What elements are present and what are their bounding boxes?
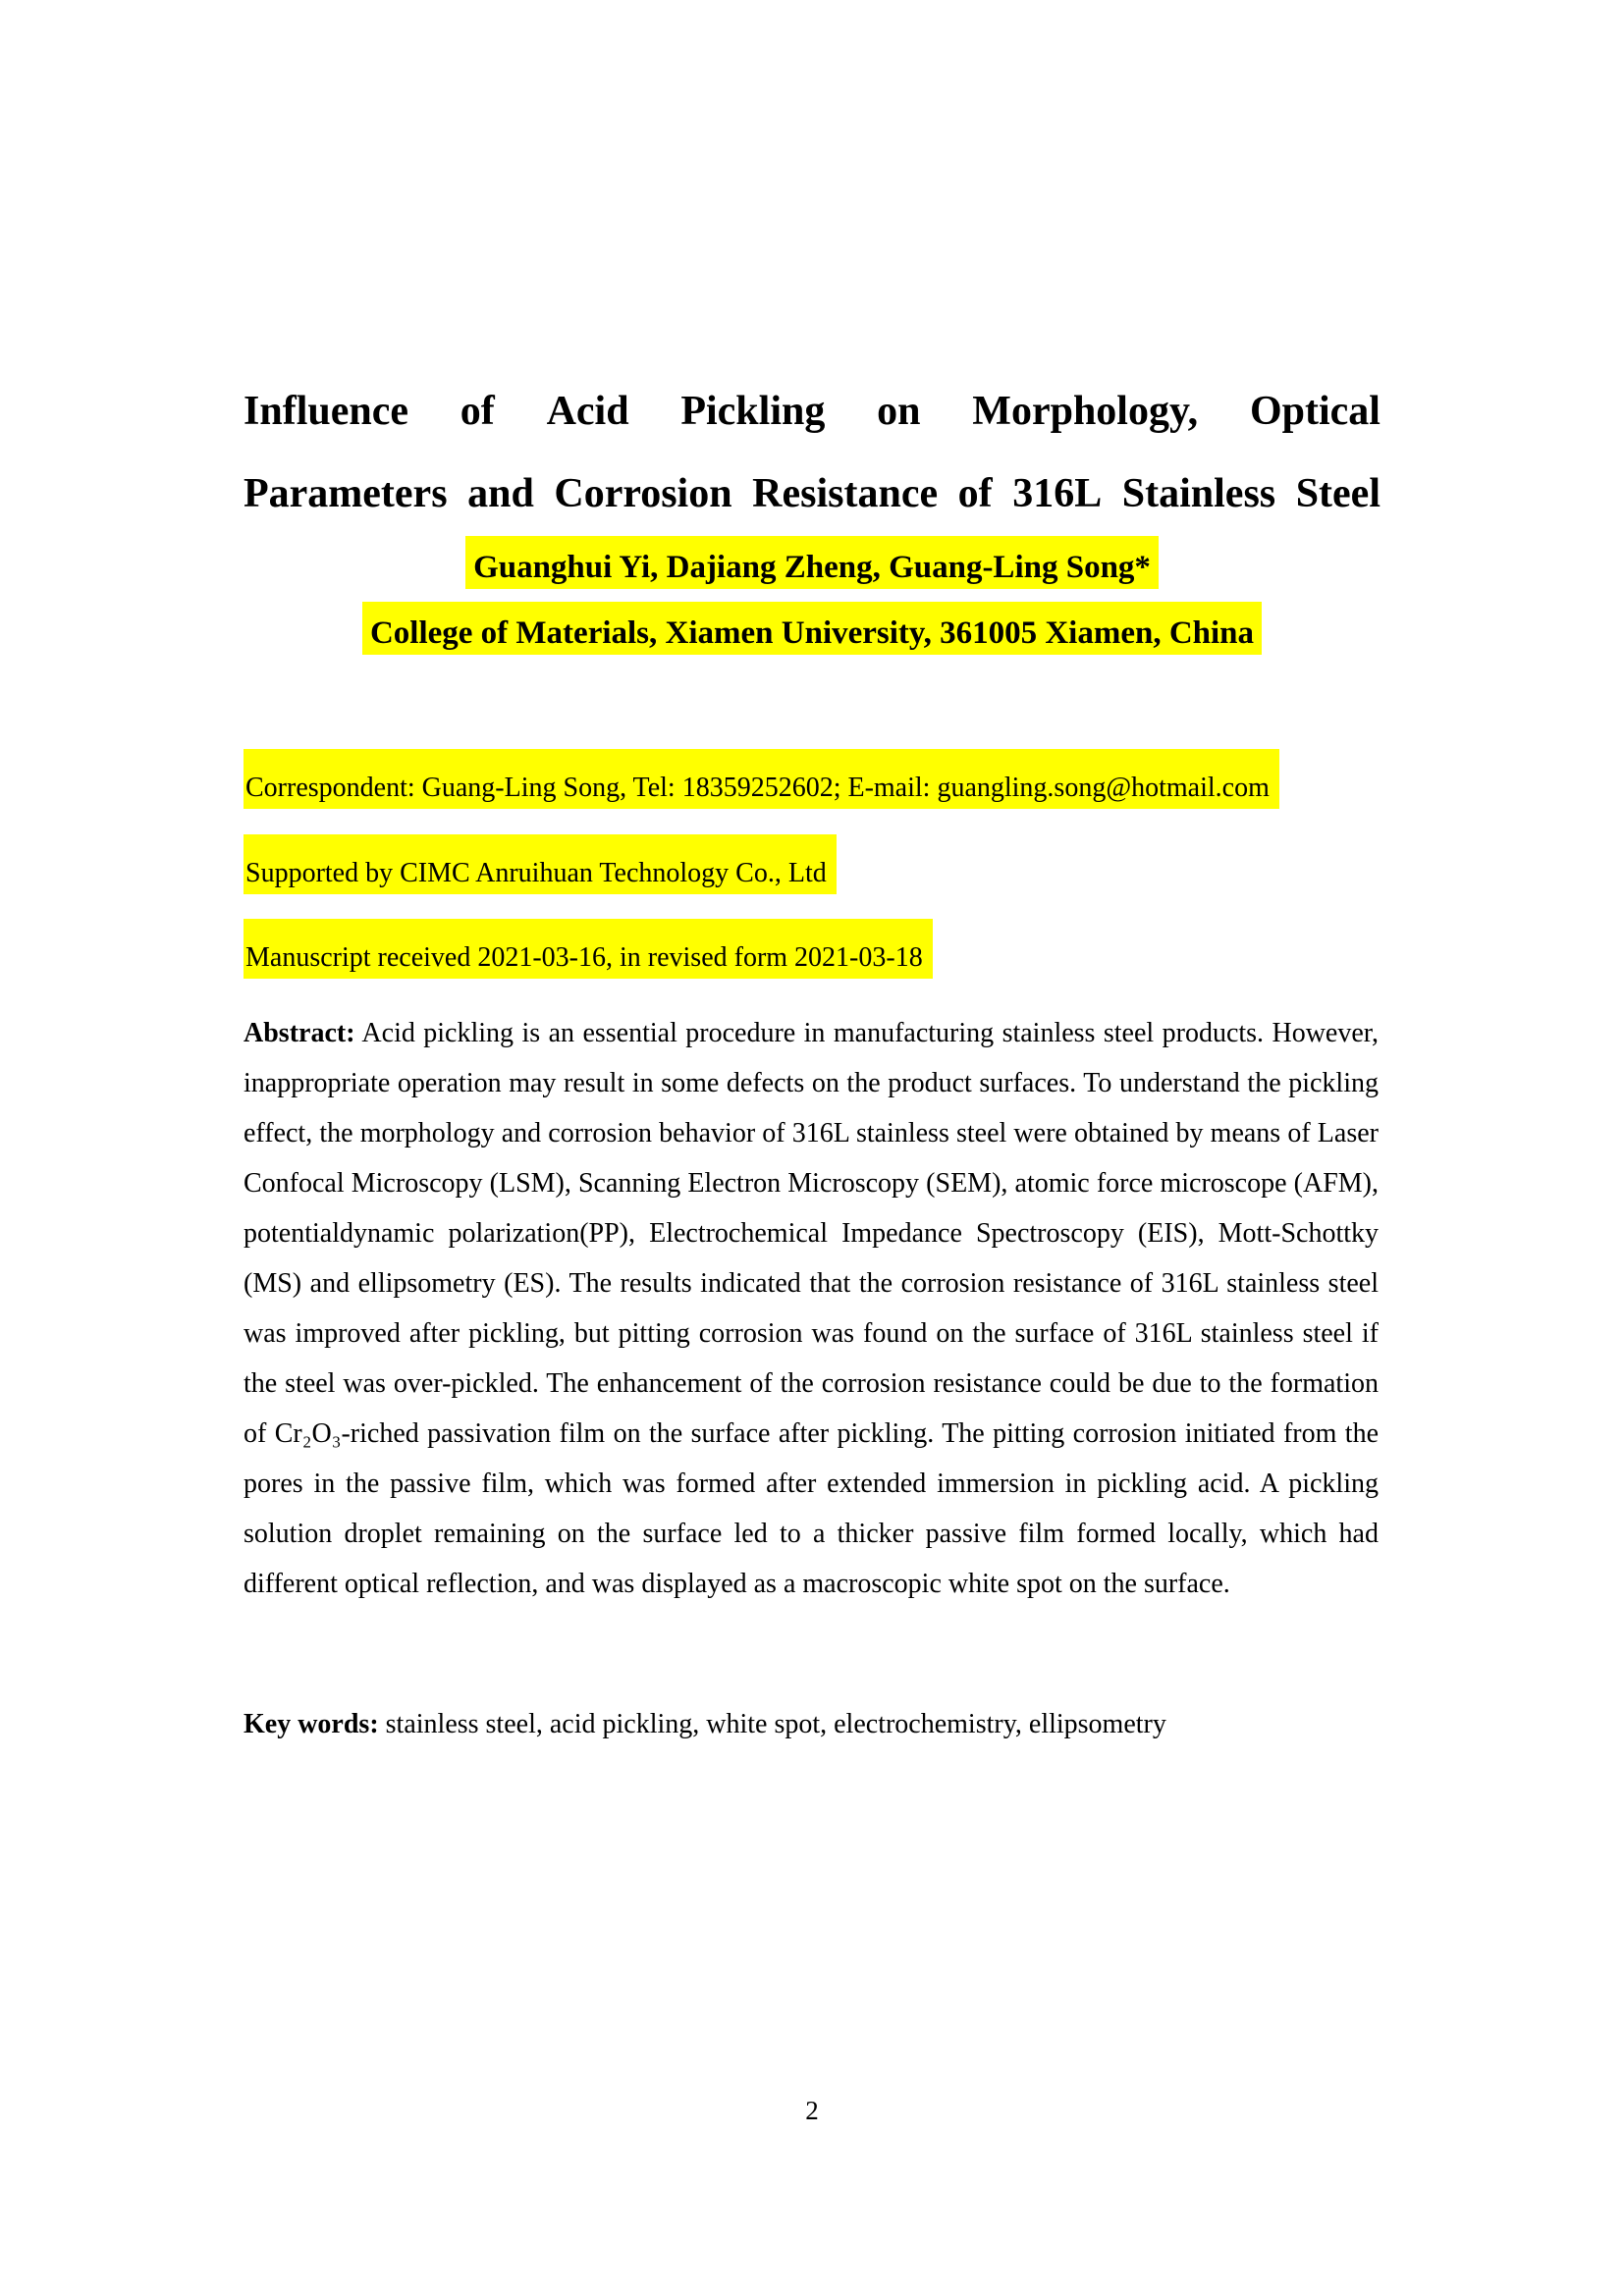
support-line bbox=[244, 834, 1520, 894]
affiliation-text-highlighted: College of Materials, Xiamen University, 361005 Xiamen, China bbox=[362, 602, 1262, 655]
manuscript-received-text-highlighted: Manuscript received 2021-03-16, in revised form 2021-03-18 bbox=[244, 919, 933, 979]
support-text-highlighted: Supported by CIMC Anruihuan Technology Co., Ltd bbox=[244, 834, 837, 894]
authors-text-highlighted: Guanghui Yi, Dajiang Zheng, Guang-Ling Song* bbox=[465, 536, 1159, 589]
abstract-text: Acid pickling is an essential procedure in manufacturing stainless steel products. However, inappropriate operation may result in some defects on the product surfaces. To understand the pickling effect, the morphology and corrosion behavior of 316L stainless steel were obtained by means of Laser Confocal Microscopy (LSM), Scanning Electron Microscopy (SEM), atomic force microscope (AFM), potentialdynamic polarization(PP), Electrochemical Impedance Spectroscopy (EIS), Mott-Schottky (MS) and ellipsometry (ES). The results indicated that the corrosion resistance of 316L stainless steel was improved after pickling, but pitting corrosion was found on the surface of 316L stainless steel if the steel was over-pickled. The enhancement of the corrosion resistance could be due to the formation of Cr₂O₃-riched passivation film on the surface after pickling. The pitting corrosion initiated from the pores in the passive film, which was formed after extended immersion in pickling acid. A pickling solution droplet remaining on the surface led to a thicker passive film formed locally, which had different optical reflection, and was displayed as a macroscopic white spot on the surface. bbox=[244, 1018, 1379, 1599]
page-number: 2 bbox=[805, 2096, 819, 2125]
abstract-paragraph bbox=[244, 1008, 1379, 1609]
keywords-text: stainless steel, acid pickling, white spot, electrochemistry, ellipsometry bbox=[385, 1709, 1166, 1739]
correspondent-text-highlighted: Correspondent: Guang-Ling Song, Tel: 18359252602; E-mail: guangling.song@hotmail.com bbox=[244, 749, 1279, 809]
correspondent-line bbox=[244, 749, 1520, 809]
paper-title-line-1: Influence of Acid Pickling on Morphology, Optical bbox=[244, 389, 1380, 434]
keywords-paragraph bbox=[244, 1699, 1379, 1749]
affiliation-line bbox=[244, 602, 1380, 655]
authors-line bbox=[244, 536, 1380, 589]
abstract-label: Abstract: bbox=[244, 1018, 355, 1048]
paper-title-line-2: Parameters and Corrosion Resistance of 316L Stainless Steel bbox=[244, 471, 1380, 516]
manuscript-received-line bbox=[244, 919, 1520, 979]
paper-title bbox=[244, 370, 1380, 535]
keywords-label: Key words: bbox=[244, 1709, 379, 1739]
